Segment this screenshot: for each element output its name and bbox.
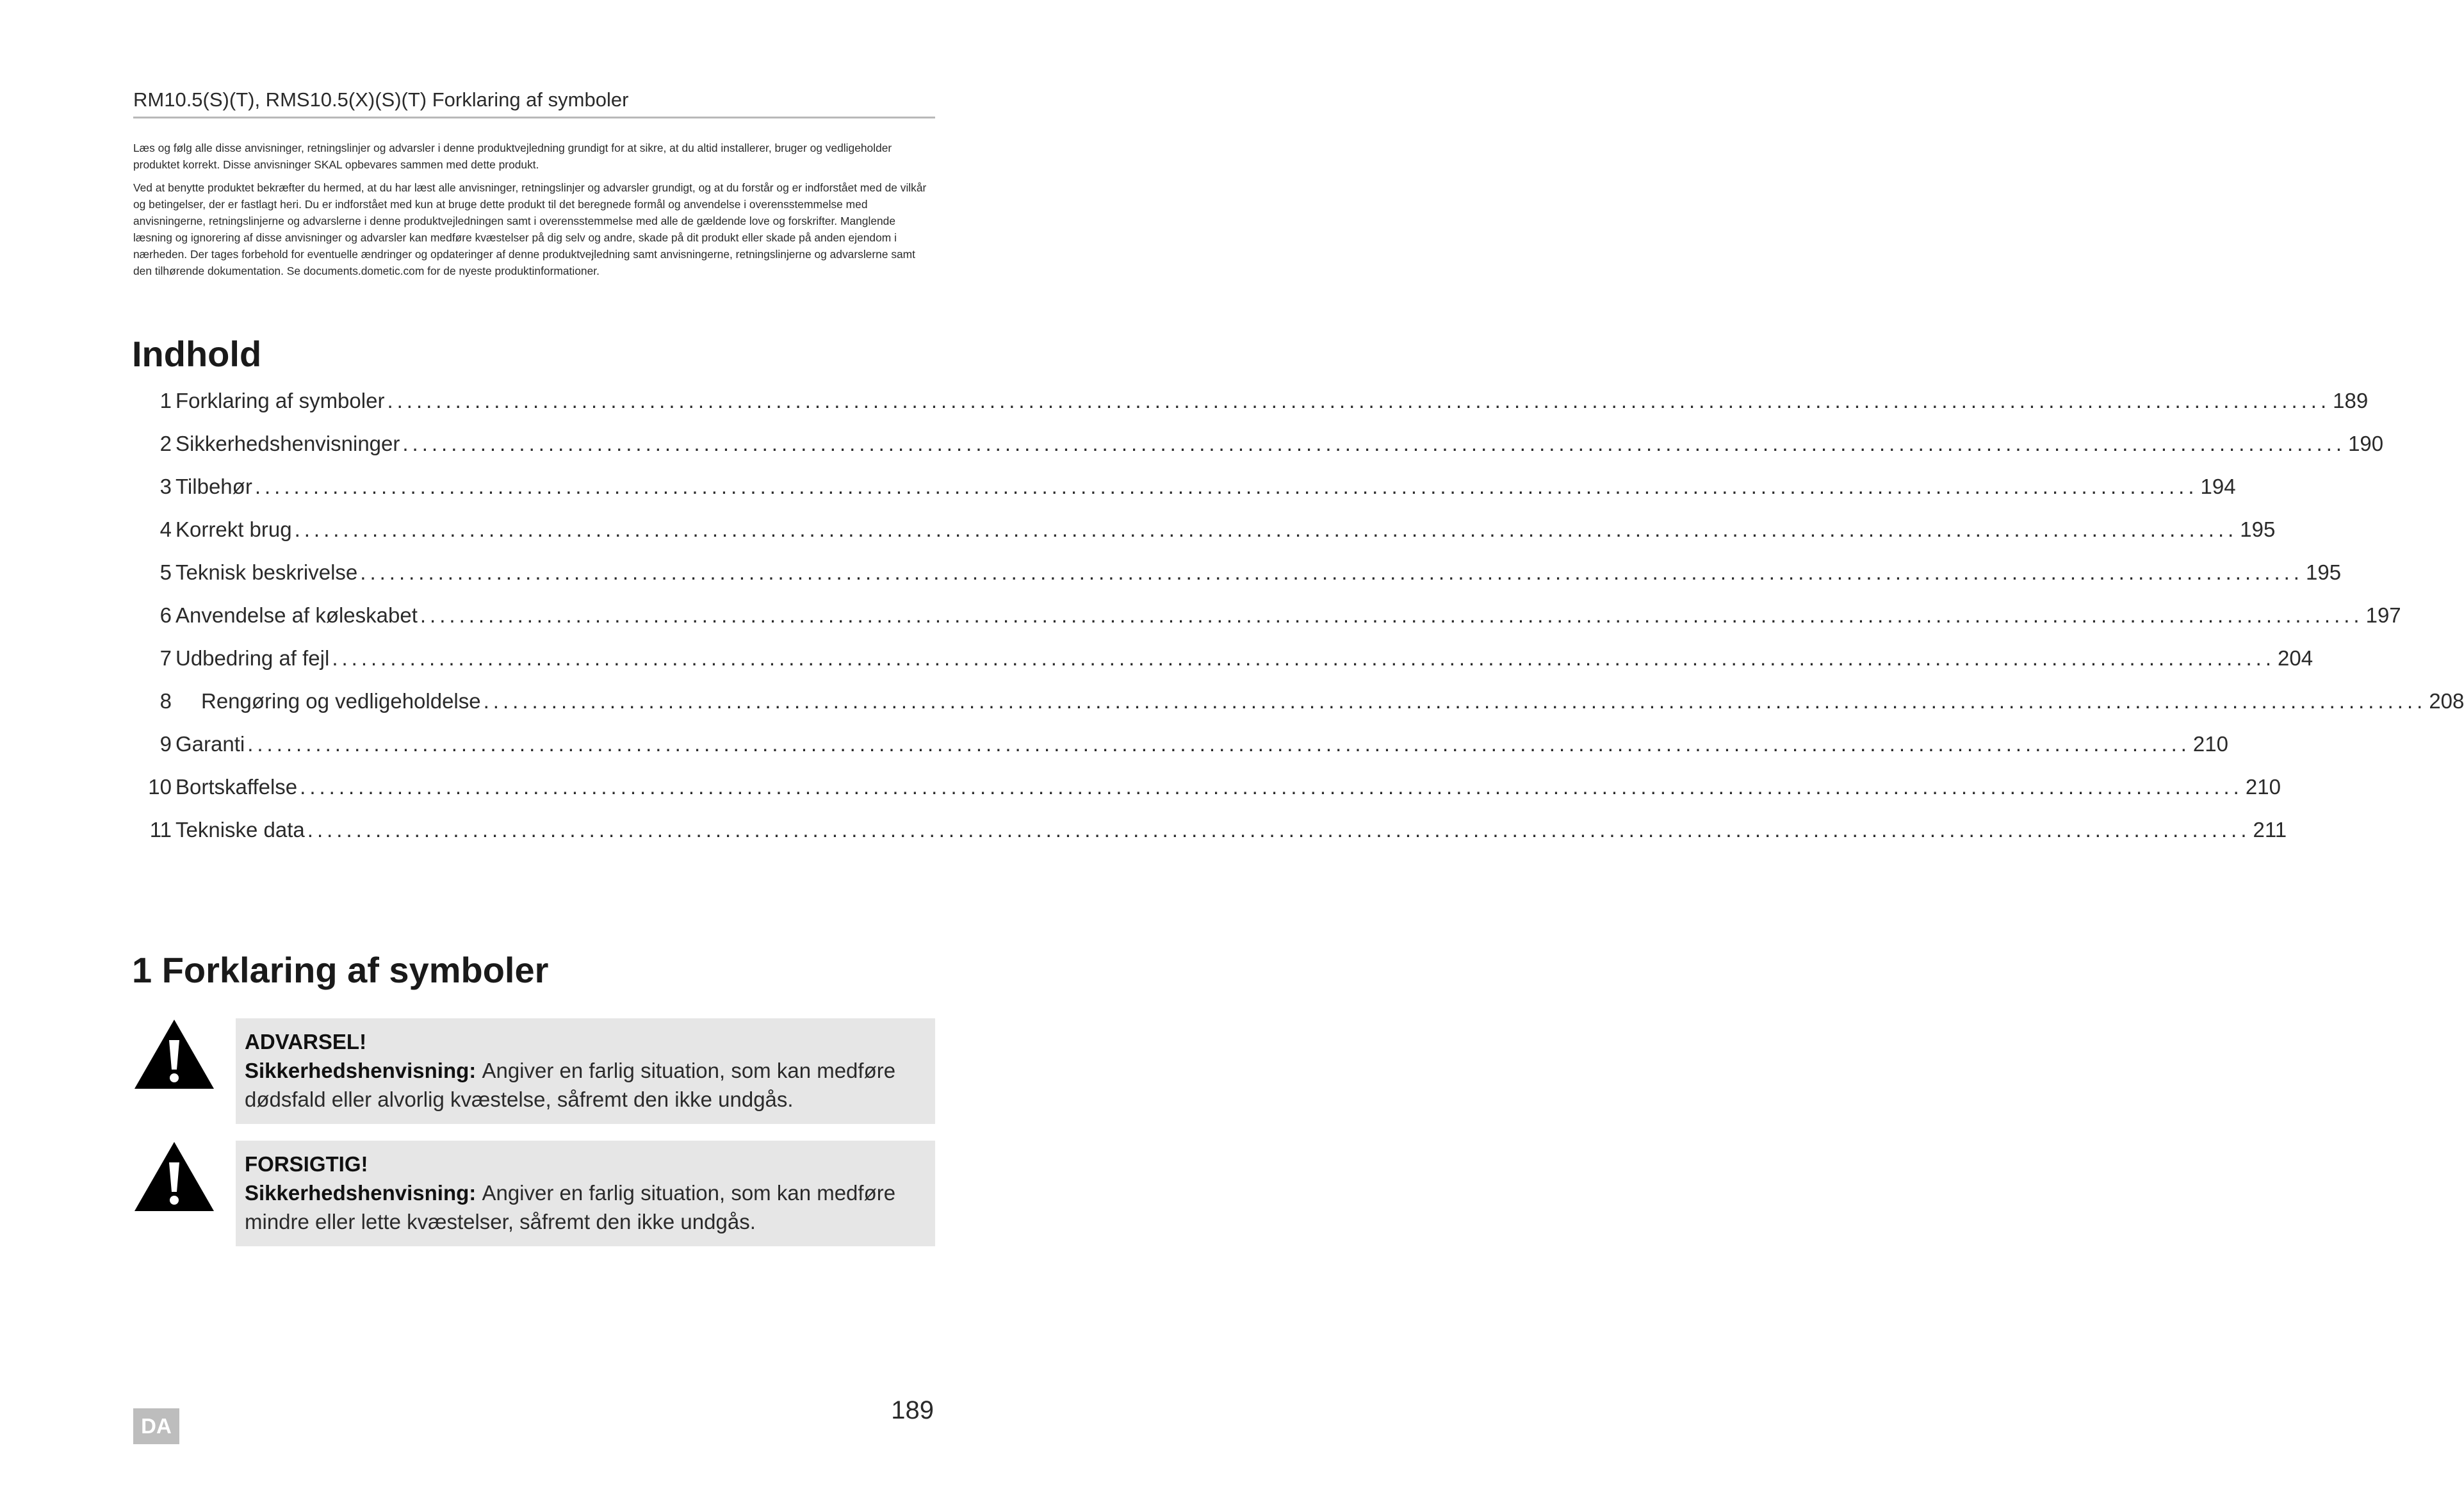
toc-entry-number: 10 — [148, 775, 172, 799]
warning-notice-box — [236, 1018, 935, 1124]
toc-entry[interactable] — [128, 475, 2236, 513]
toc-leader-dots: ........................................................................................................................................................................................................ — [483, 689, 2427, 713]
warning-triangle-icon — [133, 1018, 215, 1090]
toc-leader-dots: ........................................................................................................................................................................................................ — [254, 475, 2198, 498]
notice-title: FORSIGTIG! — [245, 1152, 368, 1176]
toc-entry-title: Forklaring af symboler — [175, 389, 385, 412]
toc-entry[interactable] — [128, 646, 2313, 685]
toc-entry-number: 5 — [159, 560, 172, 584]
toc-leader-dots: ........................................................................................................................................................................................................ — [300, 775, 2243, 799]
toc-entry-number: 6 — [159, 603, 172, 627]
toc-entry-title: Teknisk beskrivelse — [175, 560, 358, 584]
toc-entry[interactable] — [128, 517, 2276, 556]
toc-entry[interactable] — [128, 732, 2228, 770]
toc-entry[interactable] — [128, 389, 2369, 427]
toc-leader-dots: ........................................................................................................................................................................................................ — [402, 432, 2346, 455]
toc-leader-dots: ........................................................................................................................................................................................................ — [307, 818, 2251, 842]
toc-entry[interactable] — [128, 603, 2401, 642]
toc-heading: Indhold — [132, 334, 262, 374]
toc-entry[interactable] — [128, 775, 2281, 813]
intro-paragraph-2: Ved at benytte produktet bekræfter du hermed, at du har læst alle anvisninger, retningslinjer og advarsler grundigt, og at du forstår og er indforstået med de vilkår og betingelser, der er fastlagt heri. Du er indforstået med kun at bruge dette produkt til det beregnede formål og anvendelse i overensstemmelse med anvisningerne, retningslinjerne og advarslerne i denne produktvejledningen samt i overensstemmelse med alle de gældende love og forskrifter. Manglende læsning og ignorering af disse anvisninger og advarsler kan medføre kvæstelser på dig selv og andre, skade på dit produkt eller skade på anden ejendom i nærheden. Der tages forbehold for eventuelle ændringer og opdateringer af denne produktvejledning samt anvisningerne, retningslinjerne og advarslerne samt den tilhørende dokumentation. Se documents.dometic.com for de nyeste produktinformationer. — [133, 181, 927, 277]
page-number: 189 — [891, 1396, 934, 1424]
notice-text: Angiver en farlig situation, som kan medføre mindre eller lette kvæstelser, såfremt den ikke undgås. — [245, 1181, 896, 1233]
toc-entry-title: Sikkerhedshenvisninger — [175, 432, 400, 455]
toc-entry-title: Korrekt brug — [175, 517, 292, 541]
toc-entry-page: 197 — [2365, 603, 2401, 627]
toc-entry[interactable] — [128, 818, 2287, 856]
toc-entry-number: 3 — [159, 475, 172, 498]
toc-entry-page: 195 — [2240, 517, 2276, 541]
toc-entry-page: 210 — [2192, 732, 2228, 756]
toc-entry-number: 8 — [159, 689, 172, 713]
toc-entry-title: Udbedring af fejl — [175, 646, 330, 670]
notice-label: Sikkerhedshenvisning: — [245, 1181, 482, 1205]
toc-entry-number: 1 — [159, 389, 172, 412]
toc-entry-title: Bortskaffelse — [175, 775, 298, 799]
toc-entry-title: Tekniske data — [175, 818, 305, 842]
toc-entry-page: 211 — [2253, 818, 2287, 842]
toc-entry-page: 195 — [2305, 560, 2342, 584]
notice-text: Angiver en farlig situation, som kan medføre dødsfald eller alvorlig kvæstelse, såfremt den ikke undgås. — [245, 1059, 896, 1111]
notice-label: Sikkerhedshenvisning: — [245, 1059, 482, 1082]
notice-title: ADVARSEL! — [245, 1030, 367, 1054]
toc-entry-page: 210 — [2245, 775, 2281, 799]
caution-notice — [133, 1141, 935, 1239]
page-header: RM10.5(S)(T), RMS10.5(X)(S)(T) Forklaring af symboler — [133, 88, 935, 118]
toc-entry-page: 208 — [2429, 689, 2464, 713]
toc-leader-dots: ........................................................................................................................................................................................................ — [420, 603, 2363, 627]
toc-entry-page: 204 — [2278, 646, 2313, 670]
toc-leader-dots: ........................................................................................................................................................................................................ — [332, 646, 2276, 670]
toc-entry-number: 9 — [159, 732, 172, 756]
section-heading: 1 Forklaring af symboler — [132, 950, 549, 990]
warning-notice — [133, 1018, 935, 1117]
caution-notice-box — [236, 1141, 935, 1246]
toc-entry-page: 190 — [2348, 432, 2384, 455]
toc-leader-dots: ........................................................................................................................................................................................................ — [360, 560, 2303, 584]
language-badge: DA — [133, 1408, 179, 1444]
toc-entry-page: 189 — [2333, 389, 2369, 412]
intro-paragraph-1: Læs og følg alle disse anvisninger, retningslinjer og advarsler i denne produktvejledning grundigt for at sikre, at du altid installerer, bruger og vedligeholder produktet korrekt. Disse anvisninger SKAL opbevares sammen med dette produkt. — [133, 142, 892, 171]
toc-entry-title: Garanti — [175, 732, 245, 756]
toc-entry-number: 7 — [159, 646, 172, 670]
toc-entry[interactable] — [128, 689, 2464, 728]
toc-leader-dots: ........................................................................................................................................................................................................ — [294, 517, 2238, 541]
intro-text — [133, 140, 935, 286]
toc-entry[interactable] — [128, 432, 2384, 470]
toc-entry-title: Tilbehør — [175, 475, 252, 498]
toc-leader-dots: ........................................................................................................................................................................................................ — [247, 732, 2191, 756]
toc-leader-dots: ........................................................................................................................................................................................................ — [387, 389, 2331, 412]
toc-entry-number: 4 — [159, 517, 172, 541]
toc-entry-title: Rengøring og vedligeholdelse — [201, 689, 481, 713]
toc-entry[interactable] — [128, 560, 2342, 599]
toc-entry-page: 194 — [2200, 475, 2236, 498]
toc-entry-number: 11 — [149, 818, 172, 842]
toc-entry-number: 2 — [159, 432, 172, 455]
toc-entry-title: Anvendelse af køleskabet — [175, 603, 418, 627]
warning-triangle-icon — [133, 1141, 215, 1212]
